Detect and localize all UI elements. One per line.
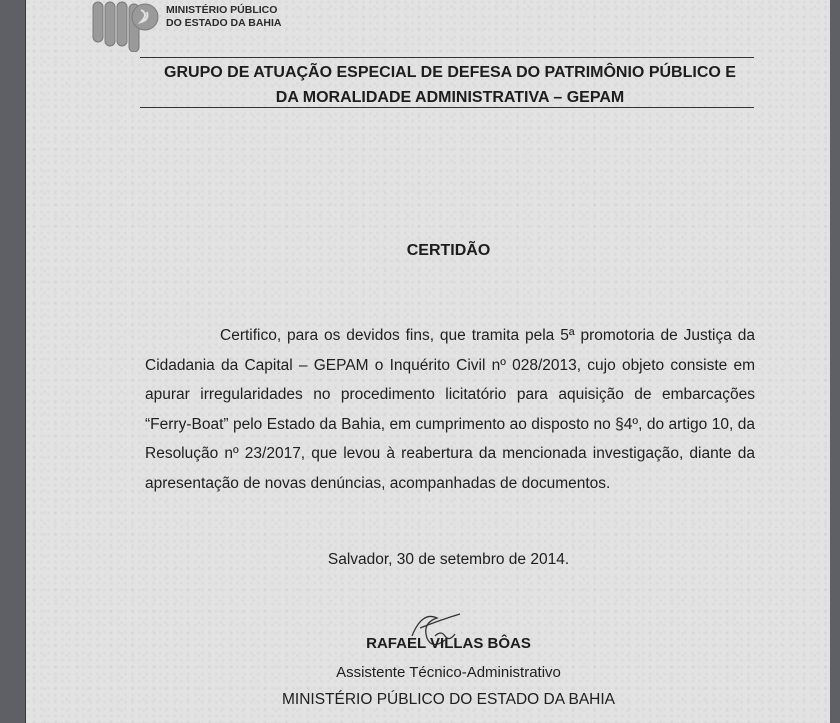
org-line-1: MINISTÉRIO PÚBLICO (166, 4, 278, 16)
group-title (130, 60, 770, 110)
document-title: CERTIDÃO (406, 242, 491, 259)
organization-name (166, 4, 282, 30)
signer-role: Assistente Técnico-Administrativo (336, 664, 561, 681)
viewer-background (830, 0, 840, 723)
place-date: Salvador, 30 de setembro de 2014. (327, 551, 570, 568)
group-title-line-2: DA MORALIDADE ADMINISTRATIVA – GEPAM (275, 89, 625, 106)
signer-name: RAFAEL VILLAS BÔAS (366, 635, 531, 652)
certificate-body: Certifico, para os devidos fins, que tramita pela 5ª promotoria de Justiça da Cidadania da Capital – GEPAM o Inquérito Civil nº 028/2013, cujo objeto consiste em apurar irregularidades no procedimento licitatório para aquisição de embarcações “Ferry-Boat” pelo Estado da Bahia, em cumprimento ao disposto no §4º, do artigo 10, da Resolução nº 23/2017, que levou à reabertura da mencionada investigação, diante da apresentação de novas denúncias, acompanhadas de documentos. (145, 327, 755, 492)
header-rule-bottom (140, 107, 754, 108)
group-title-line-1: GRUPO DE ATUAÇÃO ESPECIAL DE DEFESA DO PATRIMÔNIO PÚBLICO E (164, 64, 736, 81)
header-rule-top (140, 57, 754, 58)
signer-organization: MINISTÉRIO PÚBLICO DO ESTADO DA BAHIA (281, 691, 616, 708)
mp-logo-icon (91, 0, 159, 52)
org-line-2: DO ESTADO DA BAHIA (166, 17, 282, 29)
